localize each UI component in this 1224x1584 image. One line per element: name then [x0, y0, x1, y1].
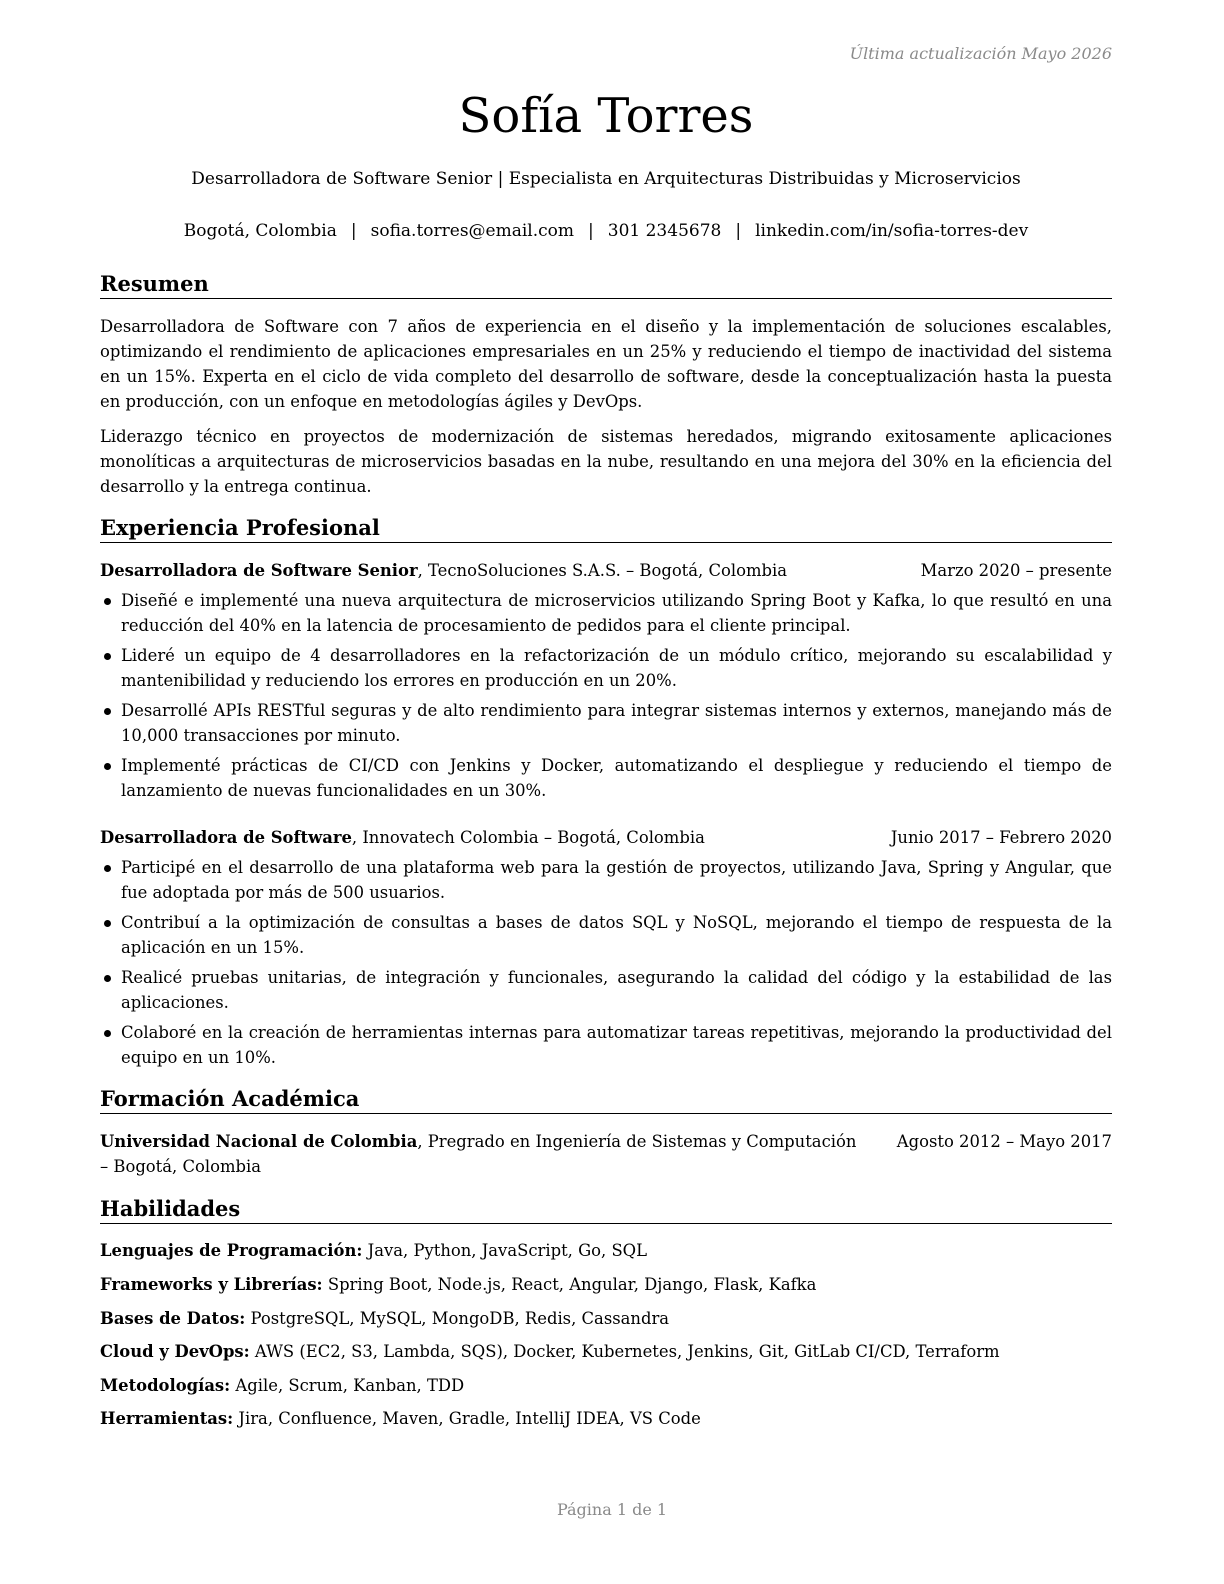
job-role: Desarrolladora de Software Senior	[100, 561, 418, 580]
job-role: Desarrolladora de Software	[100, 828, 352, 847]
skill-row	[100, 1373, 1112, 1398]
bullet-icon	[104, 1030, 111, 1037]
bullet-icon	[104, 920, 111, 927]
bullet-icon	[104, 865, 111, 872]
list-item: Participé en el desarrollo de una plataforma web para la gestión de proyectos, utilizando Java, Spring y Angular, que fue adoptada por más de 500 usuarios.	[100, 855, 1112, 905]
section-title-skills: Habilidades	[100, 1196, 1112, 1224]
summary-paragraph-1: Desarrolladora de Software con 7 años de experiencia en el diseño y la implementación de soluciones escalables, optimizando el rendimiento de aplicaciones empresariales en un 25% y reduciendo el tiempo de inactividad del sistema en un 15%. Experta en el ciclo de vida completo del desarrollo de software, desde la conceptualización hasta la puesta en producción, con un enfoque en metodologías ágiles y DevOps.	[100, 317, 1112, 411]
last-updated: Última actualización Mayo 2026	[849, 44, 1112, 63]
job-header	[100, 558, 1112, 583]
bullet-icon	[104, 598, 111, 605]
job-bullets	[100, 588, 1112, 808]
skill-label: Metodologías:	[100, 1376, 231, 1395]
job-company: , Innovatech Colombia – Bogotá, Colombia	[351, 828, 705, 847]
job-header	[100, 825, 1112, 850]
skill-value: AWS (EC2, S3, Lambda, SQS), Docker, Kubernetes, Jenkins, Git, GitLab CI/CD, Terraform	[249, 1342, 1000, 1361]
contact-line	[100, 219, 1112, 243]
list-item: Implementé prácticas de CI/CD con Jenkins y Docker, automatizando el despliegue y reduciendo el tiempo de lanzamiento de nuevas funcionalidades en un 30%.	[100, 753, 1112, 803]
bullet-icon	[104, 975, 111, 982]
education-degree: , Pregrado en Ingeniería de Sistemas y Computación	[417, 1132, 857, 1151]
skill-value: Agile, Scrum, Kanban, TDD	[230, 1376, 465, 1395]
bullet-icon	[104, 653, 111, 660]
contact-phone: 301 2345678	[607, 221, 722, 241]
job-title-line	[100, 558, 787, 583]
section-title-experience: Experiencia Profesional	[100, 515, 1112, 543]
skill-value: Java, Python, JavaScript, Go, SQL	[362, 1241, 648, 1260]
skill-label: Bases de Datos:	[100, 1309, 246, 1328]
contact-separator: |	[735, 221, 742, 241]
skill-label: Lenguajes de Programación:	[100, 1241, 363, 1260]
skill-value: Spring Boot, Node.js, React, Angular, Django, Flask, Kafka	[322, 1275, 817, 1294]
list-item: Lideré un equipo de 4 desarrolladores en la refactorización de un módulo crítico, mejorando su escalabilidad y mantenibilidad y reduciendo los errores en producción en un 20%.	[100, 643, 1112, 693]
education-dates: Agosto 2012 – Mayo 2017	[896, 1132, 1112, 1151]
skill-row	[100, 1238, 1112, 1263]
section-title-summary: Resumen	[100, 271, 1112, 299]
skill-row	[100, 1272, 1112, 1297]
contact-separator: |	[588, 221, 594, 241]
contact-linkedin[interactable]: linkedin.com/in/sofia-torres-dev	[755, 221, 1029, 241]
skill-label: Cloud y DevOps:	[100, 1342, 250, 1361]
contact-email[interactable]: sofia.torres@email.com	[370, 221, 575, 241]
skill-label: Frameworks y Librerías:	[100, 1275, 323, 1294]
candidate-name: Sofía Torres	[458, 88, 754, 144]
list-item: Colaboré en la creación de herramientas internas para automatizar tareas repetitivas, mejorando la productividad del equipo en un 10%.	[100, 1020, 1112, 1070]
list-item: Contribuí a la optimización de consultas a bases de datos SQL y NoSQL, mejorando el tiempo de respuesta de la aplicación en un 15%.	[100, 910, 1112, 960]
skill-row	[100, 1339, 1112, 1364]
summary-paragraph-2: Liderazgo técnico en proyectos de modernización de sistemas heredados, migrando exitosamente aplicaciones monolíticas a arquitecturas de microservicios basadas en la nube, resultando en una mejora del 30% en la eficiencia del desarrollo y la entrega continua.	[100, 427, 1112, 496]
skill-value: Jira, Confluence, Maven, Gradle, IntelliJ IDEA, VS Code	[233, 1409, 701, 1428]
bullet-icon	[104, 708, 111, 715]
job-dates: Marzo 2020 – presente	[920, 561, 1112, 580]
bullet-icon	[104, 763, 111, 770]
job-title-line	[100, 825, 705, 850]
skill-row	[100, 1306, 1112, 1331]
job-company: , TecnoSoluciones S.A.S. – Bogotá, Colombia	[417, 561, 788, 580]
education-school: Universidad Nacional de Colombia	[100, 1132, 418, 1151]
job-dates: Junio 2017 – Febrero 2020	[890, 828, 1112, 847]
skill-label: Herramientas:	[100, 1409, 234, 1428]
skill-row	[100, 1406, 1112, 1431]
section-title-education: Formación Académica	[100, 1086, 1112, 1114]
list-item: Desarrollé APIs RESTful seguras y de alto rendimiento para integrar sistemas internos y externos, manejando más de 10,000 transacciones por minuto.	[100, 698, 1112, 748]
education-location: – Bogotá, Colombia	[100, 1157, 262, 1176]
skill-value: PostgreSQL, MySQL, MongoDB, Redis, Cassandra	[245, 1309, 670, 1328]
list-item: Diseñé e implementé una nueva arquitectura de microservicios utilizando Spring Boot y Kafka, lo que resultó en una reducción del 40% en la latencia de procesamiento de pedidos para el cliente principal.	[100, 588, 1112, 638]
candidate-tagline: Desarrolladora de Software Senior | Especialista en Arquitecturas Distribuidas y Microservicios	[191, 169, 1021, 189]
job-bullets	[100, 855, 1112, 1075]
list-item: Realicé pruebas unitarias, de integración y funcionales, asegurando la calidad del código y la estabilidad de las aplicaciones.	[100, 965, 1112, 1015]
contact-separator: |	[350, 221, 357, 241]
contact-location: Bogotá, Colombia	[183, 221, 337, 241]
page-number: Página 1 de 1	[556, 1500, 668, 1519]
education-entry	[100, 1129, 1112, 1179]
